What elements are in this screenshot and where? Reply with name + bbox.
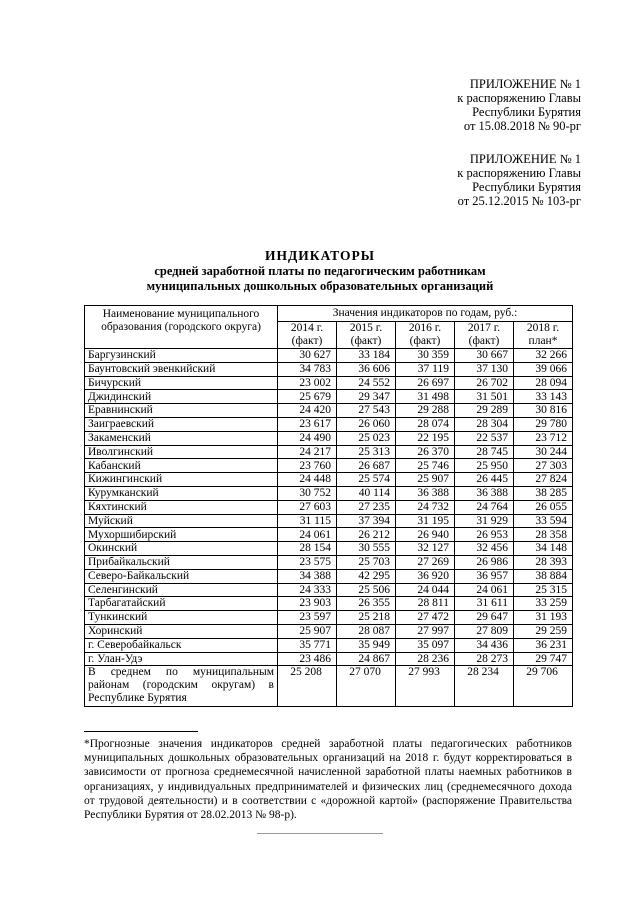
indicator-value: 33 259: [514, 597, 573, 611]
header-year-note: (факт): [468, 335, 500, 347]
indicator-value: 39 066: [514, 362, 573, 376]
district-name: Мухоршибирский: [85, 528, 278, 542]
indicator-value: 27 303: [514, 459, 573, 473]
indicator-value: 33 184: [337, 349, 396, 363]
indicator-value: 30 555: [337, 542, 396, 556]
document-title: [0, 247, 640, 294]
indicator-value: 35 771: [278, 638, 337, 652]
average-value: 29 706: [514, 666, 573, 707]
appendix-republic-line: Республики Бурятия: [472, 105, 581, 119]
indicator-value: 25 313: [337, 445, 396, 459]
indicator-value: 24 764: [455, 500, 514, 514]
header-name-cell: Наименование муниципального образования (городского округа): [85, 306, 278, 349]
indicator-value: 26 687: [337, 459, 396, 473]
district-name: г. Северобайкальск: [85, 638, 278, 652]
district-name: Баунтовский эвенкийский: [85, 362, 278, 376]
indicator-value: 29 747: [514, 652, 573, 666]
table-row: [85, 473, 573, 487]
indicator-value: 33 143: [514, 390, 573, 404]
district-name: Иволгинский: [85, 445, 278, 459]
indicator-value: 28 273: [455, 652, 514, 666]
indicator-value: 30 752: [278, 486, 337, 500]
indicator-value: 36 388: [455, 486, 514, 500]
table-row: [85, 528, 573, 542]
indicator-value: 27 603: [278, 500, 337, 514]
indicator-value: 23 575: [278, 555, 337, 569]
indicator-value: 29 259: [514, 624, 573, 638]
header-year-note: план*: [528, 335, 558, 347]
indicator-value: 35 097: [396, 638, 455, 652]
indicator-value: 23 597: [278, 611, 337, 625]
indicator-value: 23 760: [278, 459, 337, 473]
indicator-value: 25 506: [337, 583, 396, 597]
table-row: [85, 583, 573, 597]
title-main: ИНДИКАТОРЫ: [265, 248, 375, 263]
indicator-value: 26 060: [337, 417, 396, 431]
indicator-value: 37 394: [337, 514, 396, 528]
indicator-value: 42 295: [337, 569, 396, 583]
table-row: [85, 597, 573, 611]
table-row: [85, 431, 573, 445]
header-year-cell: [455, 322, 514, 349]
indicator-value: 25 315: [514, 583, 573, 597]
indicator-value: 23 617: [278, 417, 337, 431]
indicator-value: 25 746: [396, 459, 455, 473]
indicator-value: 34 388: [278, 569, 337, 583]
district-name: Заиграевский: [85, 417, 278, 431]
indicator-value: 32 127: [396, 542, 455, 556]
indicator-value: 27 997: [396, 624, 455, 638]
district-name: Курумканский: [85, 486, 278, 500]
page-bottom-rule: [257, 833, 383, 834]
header-year-cell: [337, 322, 396, 349]
header-year-cell: [396, 322, 455, 349]
indicator-value: 28 074: [396, 417, 455, 431]
indicator-value: 26 697: [396, 376, 455, 390]
district-name: Кабанский: [85, 459, 278, 473]
indicator-value: 28 358: [514, 528, 573, 542]
indicator-value: 27 472: [396, 611, 455, 625]
average-value: 27 070: [337, 666, 396, 707]
header-row: [85, 306, 573, 322]
indicator-value: 31 611: [455, 597, 514, 611]
indicator-value: 28 811: [396, 597, 455, 611]
average-value: 25 208: [278, 666, 337, 707]
indicator-value: 33 594: [514, 514, 573, 528]
indicator-value: 24 732: [396, 500, 455, 514]
indicator-value: 26 986: [455, 555, 514, 569]
header-year: 2016 г.: [408, 322, 442, 334]
indicator-value: 25 907: [396, 473, 455, 487]
header-year-note: (факт): [350, 335, 382, 347]
district-name: Закаменский: [85, 431, 278, 445]
table-row: [85, 376, 573, 390]
appendix-heading: ПРИЛОЖЕНИЕ № 1: [469, 77, 581, 91]
indicator-value: 23 002: [278, 376, 337, 390]
indicator-value: 34 436: [455, 638, 514, 652]
indicator-value: 34 783: [278, 362, 337, 376]
district-name: Джидинский: [85, 390, 278, 404]
indicator-value: 29 289: [455, 404, 514, 418]
indicator-value: 25 023: [337, 431, 396, 445]
header-year-cell: [278, 322, 337, 349]
indicator-value: 28 094: [514, 376, 573, 390]
indicator-value: 30 627: [278, 349, 337, 363]
appendix-current-block: [457, 77, 581, 133]
indicator-value: 24 420: [278, 404, 337, 418]
indicator-value: 31 498: [396, 390, 455, 404]
table-row: [85, 611, 573, 625]
table-row: [85, 652, 573, 666]
indicator-value: 27 269: [396, 555, 455, 569]
indicator-value: 24 448: [278, 473, 337, 487]
indicator-value: 24 867: [337, 652, 396, 666]
indicator-value: 23 486: [278, 652, 337, 666]
indicator-value: 31 193: [514, 611, 573, 625]
indicator-value: 26 953: [455, 528, 514, 542]
indicator-value: 25 703: [337, 555, 396, 569]
indicator-value: 26 370: [396, 445, 455, 459]
indicator-value: 23 712: [514, 431, 573, 445]
table-row: [85, 445, 573, 459]
indicator-value: 36 920: [396, 569, 455, 583]
district-name: Селенгинский: [85, 583, 278, 597]
footnote-separator: [84, 731, 198, 732]
table-row: [85, 390, 573, 404]
indicator-value: 28 304: [455, 417, 514, 431]
indicator-value: 28 236: [396, 652, 455, 666]
appendix-order-line: к распоряжению Главы: [457, 91, 581, 105]
indicator-value: 29 288: [396, 404, 455, 418]
table-row: [85, 542, 573, 556]
indicator-value: 31 195: [396, 514, 455, 528]
district-name: Тарбагатайский: [85, 597, 278, 611]
header-year-cell: [514, 322, 573, 349]
indicator-value: 26 940: [396, 528, 455, 542]
average-row: [85, 666, 573, 707]
indicator-value: 30 359: [396, 349, 455, 363]
indicator-value: 27 824: [514, 473, 573, 487]
indicator-value: 25 679: [278, 390, 337, 404]
table-row: [85, 555, 573, 569]
district-name: Северо-Байкальский: [85, 569, 278, 583]
district-name: Муйский: [85, 514, 278, 528]
district-name: Окинский: [85, 542, 278, 556]
indicator-value: 25 950: [455, 459, 514, 473]
district-name: Кижингинский: [85, 473, 278, 487]
table-body: [85, 349, 573, 707]
indicator-value: 40 114: [337, 486, 396, 500]
district-name: Бичурский: [85, 376, 278, 390]
indicator-value: 24 044: [396, 583, 455, 597]
indicator-value: 24 061: [278, 528, 337, 542]
indicator-value: 31 115: [278, 514, 337, 528]
indicator-value: 24 217: [278, 445, 337, 459]
indicator-value: 37 119: [396, 362, 455, 376]
table-row: [85, 486, 573, 500]
indicator-value: 34 148: [514, 542, 573, 556]
average-value: 28 234: [455, 666, 514, 707]
appendix-order-line: к распоряжению Главы: [457, 166, 581, 180]
district-name: Тункинский: [85, 611, 278, 625]
district-name: Еравнинский: [85, 404, 278, 418]
indicator-value: 35 949: [337, 638, 396, 652]
indicator-value: 27 809: [455, 624, 514, 638]
indicator-value: 26 445: [455, 473, 514, 487]
indicator-value: 30 667: [455, 349, 514, 363]
indicator-value: 32 266: [514, 349, 573, 363]
appendix-date-number: от 15.08.2018 № 90-рг: [463, 119, 581, 133]
table-row: [85, 569, 573, 583]
indicator-value: 25 218: [337, 611, 396, 625]
table-row: [85, 638, 573, 652]
title-line-2: средней заработной платы по педагогическим работникам: [154, 264, 486, 278]
appendix-date-number: от 25.12.2015 № 103-рг: [457, 194, 581, 208]
indicator-value: 29 780: [514, 417, 573, 431]
header-year: 2014 г.: [290, 322, 324, 334]
district-name: Хоринский: [85, 624, 278, 638]
indicator-value: 26 355: [337, 597, 396, 611]
indicator-value: 28 745: [455, 445, 514, 459]
table-row: [85, 417, 573, 431]
indicator-value: 36 606: [337, 362, 396, 376]
district-name: Прибайкальский: [85, 555, 278, 569]
indicator-value: 22 195: [396, 431, 455, 445]
indicator-value: 24 552: [337, 376, 396, 390]
table-row: [85, 624, 573, 638]
indicator-value: 27 543: [337, 404, 396, 418]
indicator-value: 28 087: [337, 624, 396, 638]
indicator-value: 29 347: [337, 390, 396, 404]
indicator-value: 27 235: [337, 500, 396, 514]
table-row: [85, 349, 573, 363]
indicators-table: [84, 305, 573, 707]
indicator-value: 36 388: [396, 486, 455, 500]
appendix-original-block: [457, 152, 581, 208]
indicator-value: 26 212: [337, 528, 396, 542]
appendix-republic-line: Республики Бурятия: [472, 180, 581, 194]
indicator-value: 29 647: [455, 611, 514, 625]
header-year-note: (факт): [409, 335, 441, 347]
average-name: В среднем по муниципальным районам (городским округам) в Республике Бурятия: [85, 666, 278, 707]
header-values-cell: Значения индикаторов по годам, руб.:: [278, 306, 573, 322]
table-row: [85, 500, 573, 514]
indicator-value: 30 244: [514, 445, 573, 459]
indicator-value: 26 055: [514, 500, 573, 514]
district-name: Кяхтинский: [85, 500, 278, 514]
indicator-value: 38 285: [514, 486, 573, 500]
header-year: 2018 г.: [526, 322, 560, 334]
indicator-value: 25 574: [337, 473, 396, 487]
indicator-value: 24 061: [455, 583, 514, 597]
indicator-value: 24 333: [278, 583, 337, 597]
appendix-heading: ПРИЛОЖЕНИЕ № 1: [469, 152, 581, 166]
indicator-value: 32 456: [455, 542, 514, 556]
indicator-value: 28 393: [514, 555, 573, 569]
table-row: [85, 362, 573, 376]
indicator-value: 26 702: [455, 376, 514, 390]
table-row: [85, 514, 573, 528]
indicator-value: 22 537: [455, 431, 514, 445]
indicator-value: 31 501: [455, 390, 514, 404]
indicator-value: 25 907: [278, 624, 337, 638]
average-value: 27 993: [396, 666, 455, 707]
table-row: [85, 459, 573, 473]
indicator-value: 23 903: [278, 597, 337, 611]
district-name: Баргузинский: [85, 349, 278, 363]
district-name: г. Улан-Удэ: [85, 652, 278, 666]
table-row: [85, 404, 573, 418]
footnote-text: *Прогнозные значения индикаторов средней заработной платы педагогических работников муниципальных дошкольных образовательных организаций на 2018 г. будут корректироваться в зависимости от прогноза среднемесячной начисленной заработной платы наемных работников в организациях, у индивидуальных предпринимателей и физических лиц (среднемесячного дохода от трудовой деятельности) и в соответствии с «дорожной картой» (распоряжение Правительства Республики Бурятия от 28.02.2013 № 98-р).: [84, 738, 572, 822]
header-year: 2015 г.: [349, 322, 383, 334]
indicator-value: 38 884: [514, 569, 573, 583]
indicator-value: 30 816: [514, 404, 573, 418]
title-line-3: муниципальных дошкольных образовательных организаций: [146, 279, 494, 293]
indicator-value: 31 929: [455, 514, 514, 528]
indicator-value: 28 154: [278, 542, 337, 556]
indicator-value: 36 231: [514, 638, 573, 652]
header-year: 2017 г.: [467, 322, 501, 334]
indicator-value: 37 130: [455, 362, 514, 376]
header-year-note: (факт): [291, 335, 323, 347]
indicator-value: 36 957: [455, 569, 514, 583]
indicator-value: 24 490: [278, 431, 337, 445]
